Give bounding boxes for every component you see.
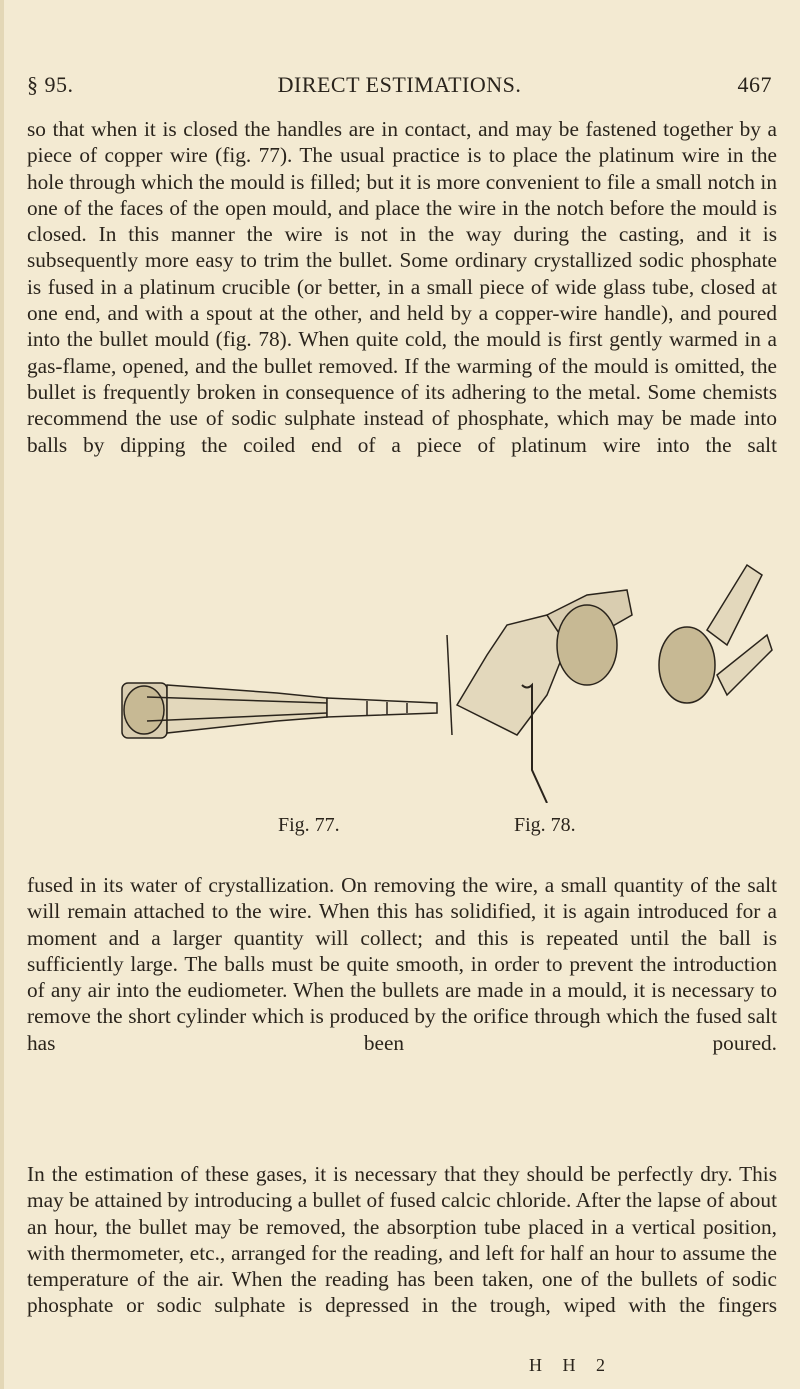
running-header [27, 72, 772, 108]
fig-78-mould [447, 565, 772, 803]
figure-78-caption: Fig. 78. [514, 814, 576, 836]
page-number: 467 [737, 72, 772, 97]
running-title: DIRECT ESTIMATIONS. [277, 72, 522, 97]
paragraph-2: fused in its water of crystallization. On removing the wire, a small quantity of the salt will remain attached to the wire. When this has solidified, it is again introduced for a moment and a larger quantity will collect; and this is repeated until the ball is sufficiently large. The balls must be quite smooth, in order to prevent the introduction of any air into the eudiometer. When the bullets are made in a mould, it is necessary to remove the short cylinder which is produced by the orifice through which the fused salt has been poured. [27, 873, 777, 1055]
bullet-mould-illustration [27, 535, 777, 803]
signature-mark: H H 2 [529, 1355, 613, 1375]
paragraph-3: In the estimation of these gases, it is necessary that they should be perfectly dry. This may be attained by introducing a bullet of fused calcic chloride. After the lapse of about an hour, the bullet may be removed, the absorption tube placed in a vertical position, with thermometer, etc., arranged for the reading, and left for half an hour to assume the temperature of the air. When the reading has been taken, one of the bullets of sodic phosphate or sodic sulphate is depressed in the trough, wiped with the fingers [27, 1162, 777, 1318]
figure-77-caption: Fig. 77. [278, 814, 340, 836]
page-edge [0, 0, 4, 1389]
fig-77-mould [122, 683, 437, 738]
paragraph-1: so that when it is closed the handles are in contact, and may be fastened together by a piece of copper wire (fig. 77). The usual practice is to place the platinum wire in the hole through which the mould is filled; but it is more convenient to file a small notch in one of the faces of the open mould, and place the wire in the notch before the mould is closed. In this manner the wire is not in the way during the casting, and it is subsequently more easy to trim the bullet. Some ordinary crystallized sodic phosphate is fused in a platinum crucible (or better, in a small piece of wide glass tube, closed at one end, and with a spout at the other, and held by a copper-wire handle), and poured into the bullet mould (fig. 78). When quite cold, the mould is first gently warmed in a gas-flame, opened, and the bullet removed. If the warming of the mould is omitted, the bullet is frequently broken in consequence of its adhering to the metal. Some chemists recommend the use of sodic sulphate instead of phosphate, which may be made into balls by dipping the coiled end of a piece of platinum wire into the salt [27, 117, 777, 457]
section-number: § 95. [27, 72, 74, 97]
